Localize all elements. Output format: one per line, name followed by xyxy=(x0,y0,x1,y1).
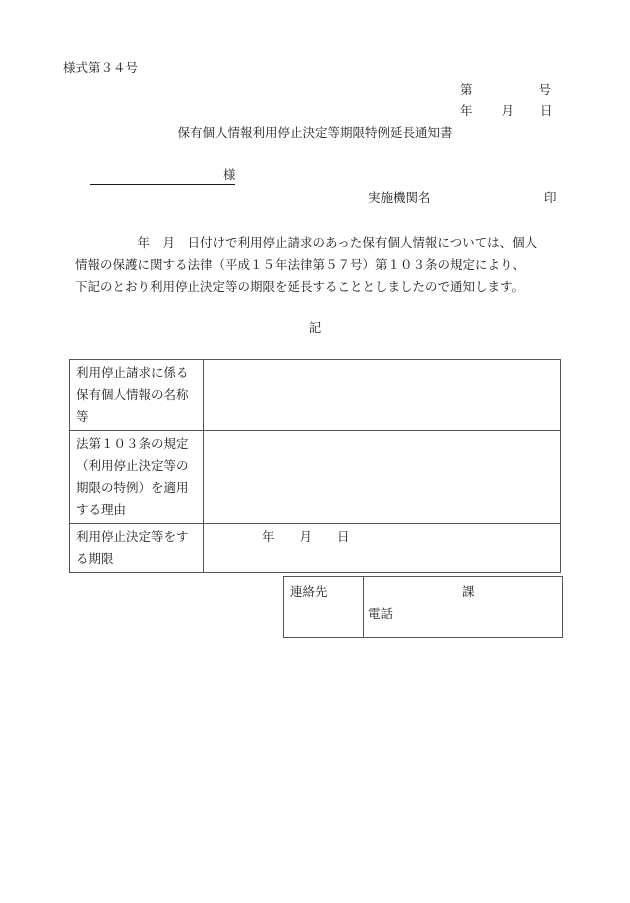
body-text xyxy=(75,232,575,298)
issue-date xyxy=(460,103,553,119)
seal-mark: 印 xyxy=(544,190,557,205)
row-value-deadline: 年 月 日 xyxy=(204,524,561,573)
row-value-info-name xyxy=(204,360,561,431)
number-go: 号 xyxy=(538,82,552,97)
table-row xyxy=(70,360,561,431)
date-month: 月 xyxy=(501,103,515,118)
contact-box xyxy=(283,576,563,638)
kigo-heading: 記 xyxy=(308,320,322,335)
table-row xyxy=(70,431,561,524)
row-label-reason: 法第１０３条の規定（利用停止決定等の期限の特例）を適用する理由 xyxy=(70,431,204,524)
addressee-suffix: 様 xyxy=(223,167,236,182)
number-dai: 第 xyxy=(460,82,473,97)
agency-name-label: 実施機関名 xyxy=(368,190,431,205)
body-line-2: 情報の保護に関する法律（平成１５年法律第５７号）第１０３条の規定により、 xyxy=(75,257,526,272)
info-table xyxy=(69,359,561,573)
body-line-3: 下記のとおり利用停止決定等の期限を延長することとしましたので通知します。 xyxy=(75,279,525,294)
row-value-reason xyxy=(204,431,561,524)
contact-label-cell xyxy=(284,577,364,637)
date-day: 日 xyxy=(540,103,553,118)
contact-label: 連絡先 xyxy=(290,584,328,599)
addressee-line xyxy=(90,168,235,185)
row-label-info-name: 利用停止請求に係る保有個人情報の名称等 xyxy=(70,360,204,431)
contact-department: 課 xyxy=(462,584,475,599)
contact-phone: 電話 xyxy=(368,606,394,621)
document-number xyxy=(460,82,551,98)
body-line-1: 年 月 日付けで利用停止請求のあった保有個人情報については、個人 xyxy=(75,235,538,250)
date-year: 年 xyxy=(460,103,473,118)
row-label-deadline: 利用停止決定等をする期限 xyxy=(70,524,204,573)
form-number: 様式第３４号 xyxy=(63,60,139,75)
document-title: 保有個人情報利用停止決定等期限特例延長通知書 xyxy=(177,125,453,140)
table-row xyxy=(70,524,561,573)
